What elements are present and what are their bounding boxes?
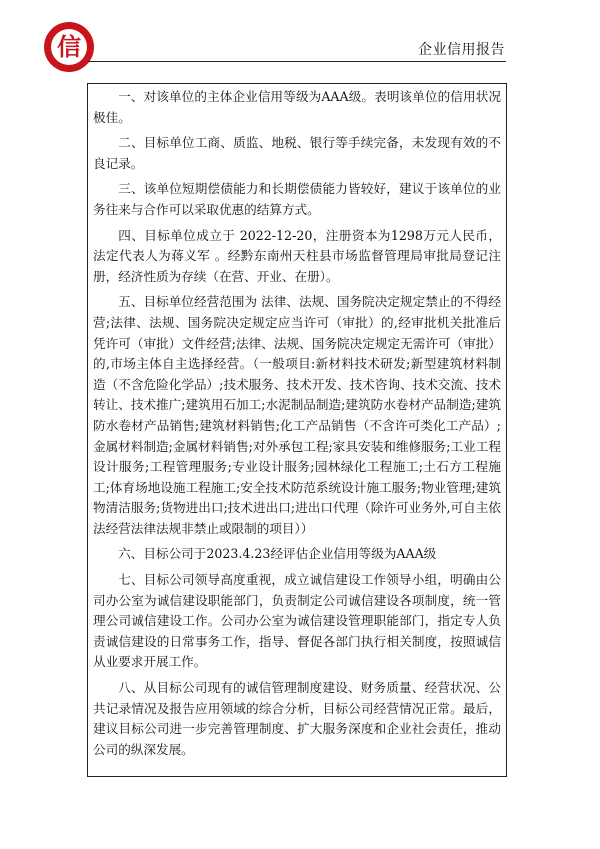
paragraph-registration: 四、目标单位成立于 2022-12-20，注册资本为1298万元人民币，法定代表人为蒋义军 。经黔东南州天柱县市场监督管理局审批局登记注册，经济性质为存续（在营、开业、在册）。 (93, 227, 501, 284)
paragraph-credit-grade: 一、对该单位的主体企业信用等级为AAA级。表明该单位的信用状况极佳。 (93, 89, 501, 125)
paragraph-solvency: 三、该单位短期偿债能力和长期偿债能力皆较好，建议于该单位的业务往来与合作可以采取优惠的结算方式。 (93, 181, 501, 217)
paragraph-procedures: 二、目标单位工商、质监、地税、银行等手续完备，未发现有效的不良记录。 (93, 135, 501, 171)
page-header (0, 0, 600, 72)
paragraph-evaluation: 六、目标公司于2023.4.23经评估企业信用等级为AAA级 (118, 546, 437, 562)
company-logo-icon (44, 22, 94, 72)
header-divider (88, 61, 506, 62)
paragraph-conclusion: 八、从目标公司现有的诚信管理制度建设、财务质量、经营状况、公共记录情况及报告应用领域的综合分析，目标公司经营情况正常。最后，建议目标公司进一步完善管理制度、扩大服务深度和企业社会责任，推动公司的纵深发展。 (93, 680, 501, 757)
report-body (93, 87, 501, 765)
report-title: 企业信用报告 (418, 42, 505, 58)
logo-character: 信 (51, 29, 87, 65)
paragraph-business-scope: 五、目标单位经营范围为 法律、法规、国务院决定规定禁止的不得经营;法律、法规、国务院决定规定应当许可（审批）的,经审批机关批准后凭许可（审批）文件经营;法律、法规、国务院决定规定无需许可（审批）的,市场主体自主选择经营。（一般项目:新材料技术研发;新型建筑材料制造（不含危险化学品）;技术服务、技术开发、技术咨询、技术交流、技术转让、技术推广;建筑用石加工;水泥制品制造;建筑防水卷材产品制造;建筑防水卷材产品销售;建筑材料销售;化工产品销售（不含许可类化工产品）;金属材料制造;金属材料销售;对外承包工程;家具安装和维修服务;工业工程设计服务;工程管理服务;专业设计服务;园林绿化工程施工;土石方工程施工;体育场地设施工程施工;安全技术防范系统设计施工服务;物业管理;建筑物清洁服务;货物进出口;技术进出口;进出口代理（除许可业务外,可自主依法经营法律法规非禁止或限制的项目）） (93, 294, 501, 536)
paragraph-integrity-leadership: 七、目标公司领导高度重视，成立诚信建设工作领导小组，明确由公司办公室为诚信建设职能部门，负责制定公司诚信建设各项制度，统一管理公司诚信建设工作。公司办公室为诚信建设管理职能部门，指定专人负责诚信建设的日常事务工作，指导、督促各部门执行相关制度，按照诚信从业要求开展工作。 (93, 572, 501, 670)
